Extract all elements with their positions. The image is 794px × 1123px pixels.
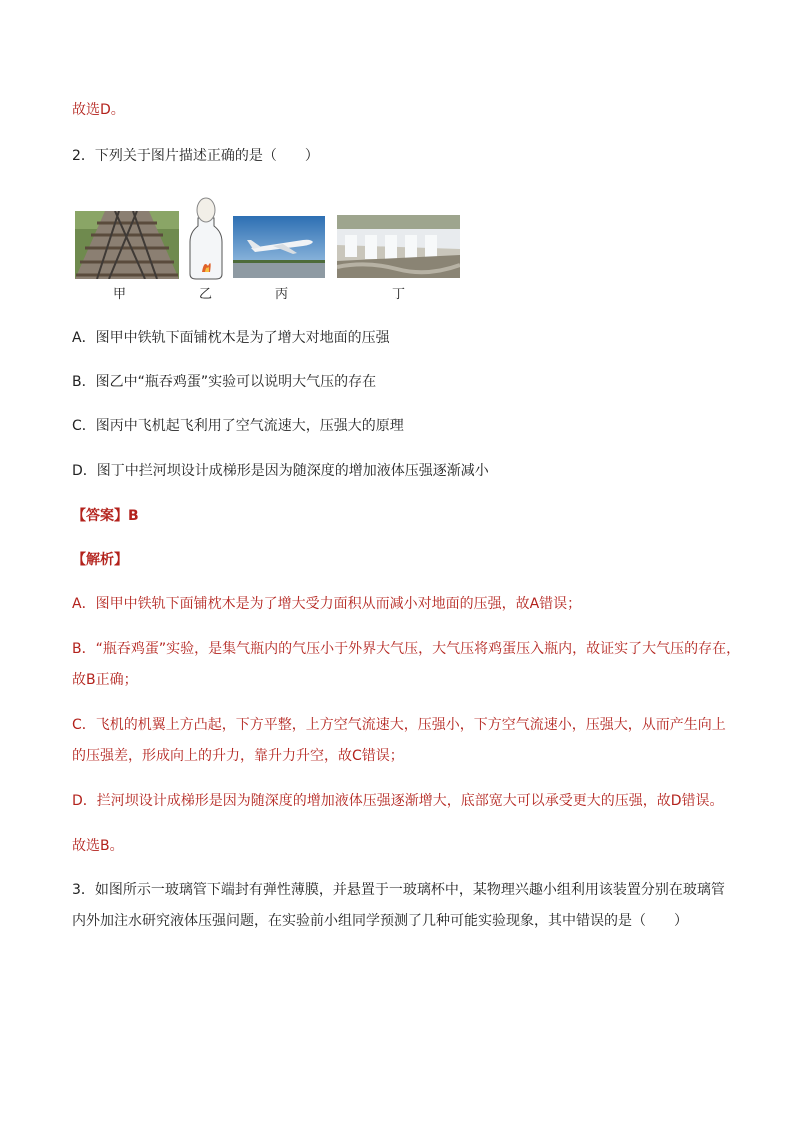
option-b: B．图乙中“瓶吞鸡蛋”实验可以说明大气压的存在 [72,374,377,390]
image-caption-ding: 丁 [392,287,406,302]
analysis-d: D．拦河坝设计成梯形是因为随深度的增加液体压强逐渐增大，底部宽大可以承受更大的压强，故D错误。 [72,793,724,809]
analysis-label: 【解析】 [72,552,128,568]
analysis-a: A．图甲中铁轨下面铺枕木是为了增大受力面积从而减小对地面的压强，故A错误； [72,596,582,612]
option-d: D．图丁中拦河坝设计成梯形是因为随深度的增加液体压强逐渐减小 [72,463,489,479]
question-2-conclusion: 故选B。 [72,838,124,854]
railway-track-image [75,211,179,279]
option-c: C．图丙中飞机起飞利用了空气流速大，压强大的原理 [72,418,404,434]
question-2-stem: 2．下列关于图片描述正确的是（ ） [72,148,319,164]
analysis-b-line1: B．“瓶吞鸡蛋”实验，是集气瓶内的气压小于外界大气压，大气压将鸡蛋压入瓶内，故证实了大气压的存在， [72,641,741,657]
previous-conclusion: 故选D。 [72,102,125,118]
question-3-stem-line2: 内外加注水研究液体压强问题，在实验前小组同学预测了几种可能实验现象，其中错误的是（ ） [72,913,688,929]
answer-label: 【答案】B [72,508,139,524]
image-caption-bing: 丙 [275,287,289,302]
image-caption-yi: 乙 [199,287,213,302]
bottle-egg-image [188,196,224,280]
analysis-b-line2: 故B正确； [72,672,138,688]
image-caption-jia: 甲 [113,287,127,302]
dam-image [337,215,460,278]
analysis-c-line2: 的压强差，形成向上的升力，靠升力升空，故C错误； [72,748,404,764]
airplane-image [233,216,325,278]
analysis-c-line1: C．飞机的机翼上方凸起，下方平整，上方空气流速大，压强小，下方空气流速小，压强大，从而产生向上 [72,717,726,733]
question-3-stem-line1: 3．如图所示一玻璃管下端封有弹性薄膜，并悬置于一玻璃杯中，某物理兴趣小组利用该装置分别在玻璃管 [72,882,725,898]
option-a: A．图甲中铁轨下面铺枕木是为了增大对地面的压强 [72,330,390,346]
